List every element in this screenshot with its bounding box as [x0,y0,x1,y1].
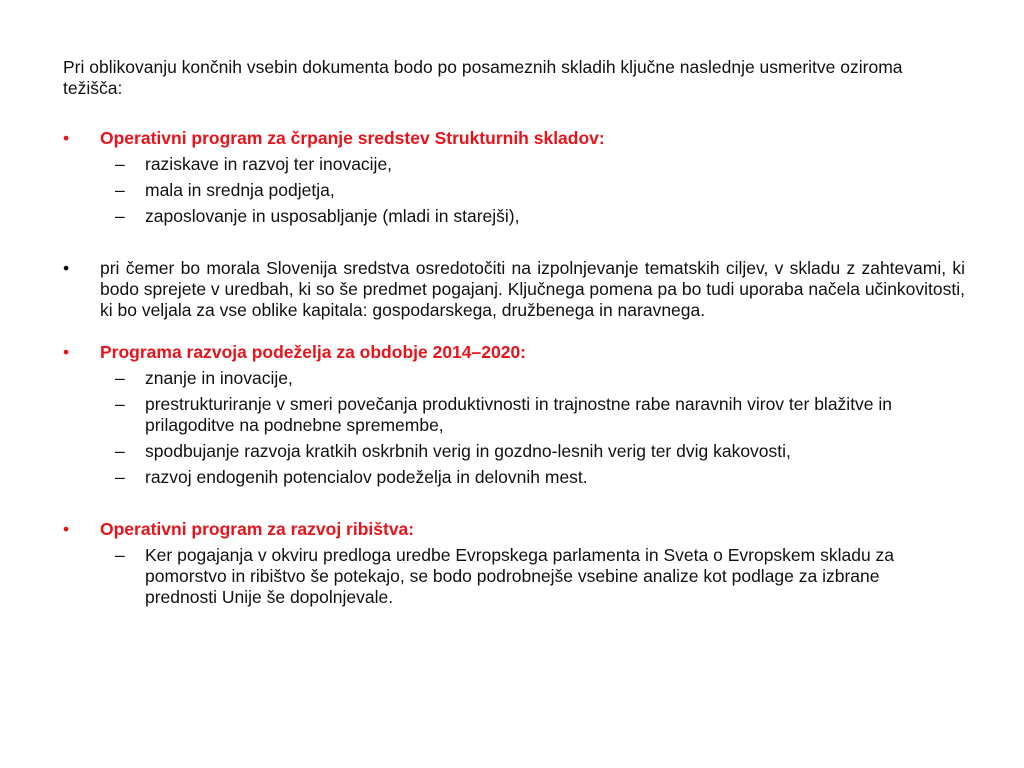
section-structural-funds [63,128,965,149]
dash-icon: – [115,441,125,461]
section-heading: Operativni program za črpanje sredstev Strukturnih skladov: [100,128,605,148]
dash-icon: – [115,467,125,487]
spacer [63,488,965,519]
dash-icon: – [115,154,125,174]
bullet-icon: • [63,258,70,278]
list-item-text: zaposlovanje in usposabljanje (mladi in starejši), [145,206,520,226]
intro-paragraph: Pri oblikovanju končnih vsebin dokumenta bodo po posameznih skladih ključne naslednje usmeritve oziroma težišča: [63,57,903,98]
list-item [63,180,965,201]
list-item-text: znanje in inovacije, [145,368,293,388]
list-item [63,441,965,462]
spacer [63,321,965,342]
list-item-text: mala in srednja podjetja, [145,180,335,200]
dash-icon: – [115,368,125,388]
list-item-text: prestrukturiranje v smeri povečanja produktivnosti in trajnostne rabe naravnih virov ter blažitve in prilagoditve na podnebne spremembe, [145,394,893,435]
dash-icon: – [115,545,125,565]
section-heading: Operativni program za razvoj ribištva: [100,519,415,539]
list-item [63,545,953,608]
list-item-text: spodbujanje razvoja kratkih oskrbnih verig in gozdno-lesnih verig ter dvig kakovosti, [145,441,791,461]
bullet-icon: • [63,519,70,539]
list-item [63,206,965,227]
bullet-icon: • [63,128,70,148]
list-item-text: razvoj endogenih potencialov podeželja in delovnih mest. [145,467,588,487]
section-paragraph [63,258,965,321]
spacer [63,119,965,128]
slide-content [63,57,965,608]
list-item [63,394,965,436]
list-item [63,467,965,488]
dash-icon: – [115,394,125,414]
bullet-icon: • [63,342,70,362]
dash-icon: – [115,206,125,226]
section-rural-development [63,342,965,363]
list-item-text: raziskave in razvoj ter inovacije, [145,154,393,174]
dash-icon: – [115,180,125,200]
section-fisheries [63,519,965,540]
list-item [63,154,965,175]
list-item-text: Ker pogajanja v okviru predloga uredbe Evropskega parlamenta in Sveta o Evropskem skladu za pomorstvo in ribištvo še potekajo, se bodo podrobnejše vsebine analize kot podlage za izbrane prednosti Unije še dopolnjevale. [145,545,895,607]
paragraph-text: pri čemer bo morala Slovenija sredstva osredotočiti na izpolnjevanje tematskih ciljev, v skladu z zahtevami, ki bodo sprejete v uredbah, ki so še predmet pogajanj. Ključnega pomena pa bo tudi uporaba načela učinkovitosti, ki bo veljala za vse oblike kapitala: gospodarskega, družbenega in naravnega. [100,258,965,320]
list-item [63,368,965,389]
section-heading: Programa razvoja podeželja za obdobje 2014–2020: [100,342,527,362]
spacer [63,227,965,258]
